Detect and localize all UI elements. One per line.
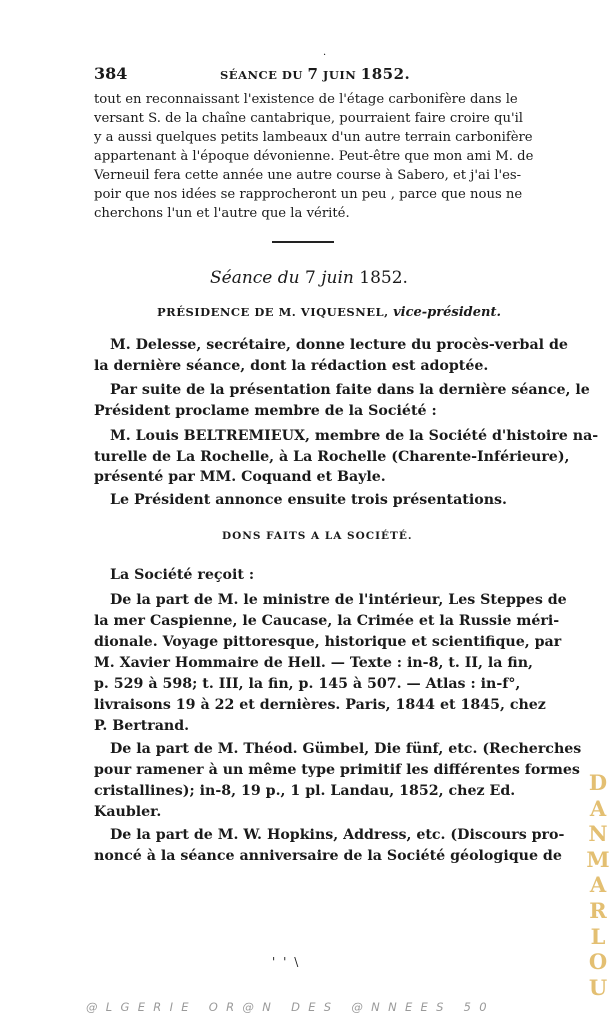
title-day: 7 [305, 268, 316, 288]
side-watermark-letter: D [588, 770, 608, 795]
continuation-line: poir que nos idées se rapprocheront un peu , parce que nous ne [94, 187, 523, 202]
section-rule [272, 241, 334, 243]
side-watermark-letter: A [589, 872, 607, 898]
running-head-month: JUIN [322, 68, 357, 82]
body-line: la dernière séance, dont la rédaction est adoptée. [94, 358, 489, 374]
running-header [94, 64, 514, 84]
top-dot: · [323, 50, 327, 61]
dons-line: livraisons 19 à 22 et dernières. Paris, 1844 et 1845, chez [94, 697, 546, 713]
body-line: Par suite de la présentation faite dans la dernière séance, le [110, 382, 590, 398]
dons-line: P. Bertrand. [94, 718, 190, 734]
page-number: 384 [94, 64, 128, 83]
bottom-watermark: @LGERIE OR@N DES @NNEES 50 [86, 1000, 495, 1014]
dons-line: La Société reçoit : [110, 567, 255, 583]
side-watermark-letter: L [590, 923, 606, 949]
dons-line: De la part de M. W. Hopkins, Address, etc. (Discours pro- [110, 827, 565, 843]
dons-line: pour ramener à un même type primitif les différentes formes [94, 762, 580, 778]
dons-line: Kaubler. [94, 804, 162, 820]
body-line: présenté par MM. Coquand et Bayle. [94, 469, 386, 485]
side-watermark-letter: O [588, 949, 608, 975]
running-head-year: 1852. [360, 65, 411, 83]
presidency-role: vice-président. [393, 305, 501, 320]
side-watermark-letter: A [589, 795, 607, 821]
title-year: 1852. [359, 268, 408, 288]
body-line: M. Delesse, secrétaire, donne lecture du procès-verbal de [110, 337, 568, 353]
presidency-line [157, 305, 501, 320]
continuation-line: versant S. de la chaîne cantabrique, pourraient faire croire qu'il [94, 111, 524, 126]
side-watermark [586, 770, 610, 1000]
side-watermark-letter: N [588, 821, 608, 847]
side-watermark-letter: U [588, 974, 608, 1000]
continuation-line: cherchons l'un et l'autre que la vérité. [94, 206, 350, 221]
section-title [210, 268, 408, 288]
running-head [220, 65, 410, 83]
dons-heading: DONS FAITS A LA SOCIÉTÉ. [222, 530, 413, 542]
dons-line: De la part de M. le ministre de l'intérieur, Les Steppes de [110, 592, 567, 608]
running-head-day: 7 [307, 65, 319, 83]
continuation-line: Verneuil fera cette année une autre course à Sabero, et j'ai l'es- [94, 168, 522, 183]
side-watermark-letter: M [586, 846, 610, 872]
body-line: M. Louis BELTREMIEUX, membre de la Société d'histoire na- [110, 428, 599, 444]
page-marks: ' ' \ [272, 955, 301, 969]
title-italic: Séance du [210, 268, 300, 288]
continuation-line: tout en reconnaissant l'existence de l'étage carbonifère dans le [94, 92, 518, 107]
dons-line: cristallines); in-8, 19 p., 1 pl. Landau, 1852, chez Ed. [94, 783, 516, 799]
body-line: Le Président annonce ensuite trois présentations. [110, 492, 507, 508]
dons-line: noncé à la séance anniversaire de la Société géologique de [94, 848, 562, 864]
body-line: Président proclame membre de la Société : [94, 403, 437, 419]
dons-line: M. Xavier Hommaire de Hell. — Texte : in-8, t. II, la fin, [94, 655, 534, 671]
continuation-line: appartenant à l'époque dévonienne. Peut-être que mon ami M. de [94, 149, 534, 164]
running-head-prefix: SÉANCE DU [220, 68, 303, 82]
body-line: turelle de La Rochelle, à La Rochelle (Charente-Inférieure), [94, 449, 570, 465]
side-watermark-letter: R [589, 897, 607, 923]
dons-line: la mer Caspienne, le Caucase, la Crimée et la Russie méri- [94, 613, 560, 629]
presidency-text: PRÉSIDENCE DE M. VIQUESNEL, [157, 305, 389, 319]
dons-line: dionale. Voyage pittoresque, historique et scientifique, par [94, 634, 562, 650]
title-month: juin [321, 268, 354, 288]
continuation-line: y a aussi quelques petits lambeaux d'un autre terrain carbonifère [94, 130, 533, 145]
dons-line: De la part de M. Théod. Gümbel, Die fünf, etc. (Recherches [110, 741, 582, 757]
dons-line: p. 529 à 598; t. III, la fin, p. 145 à 507. — Atlas : in-f°, [94, 676, 521, 692]
